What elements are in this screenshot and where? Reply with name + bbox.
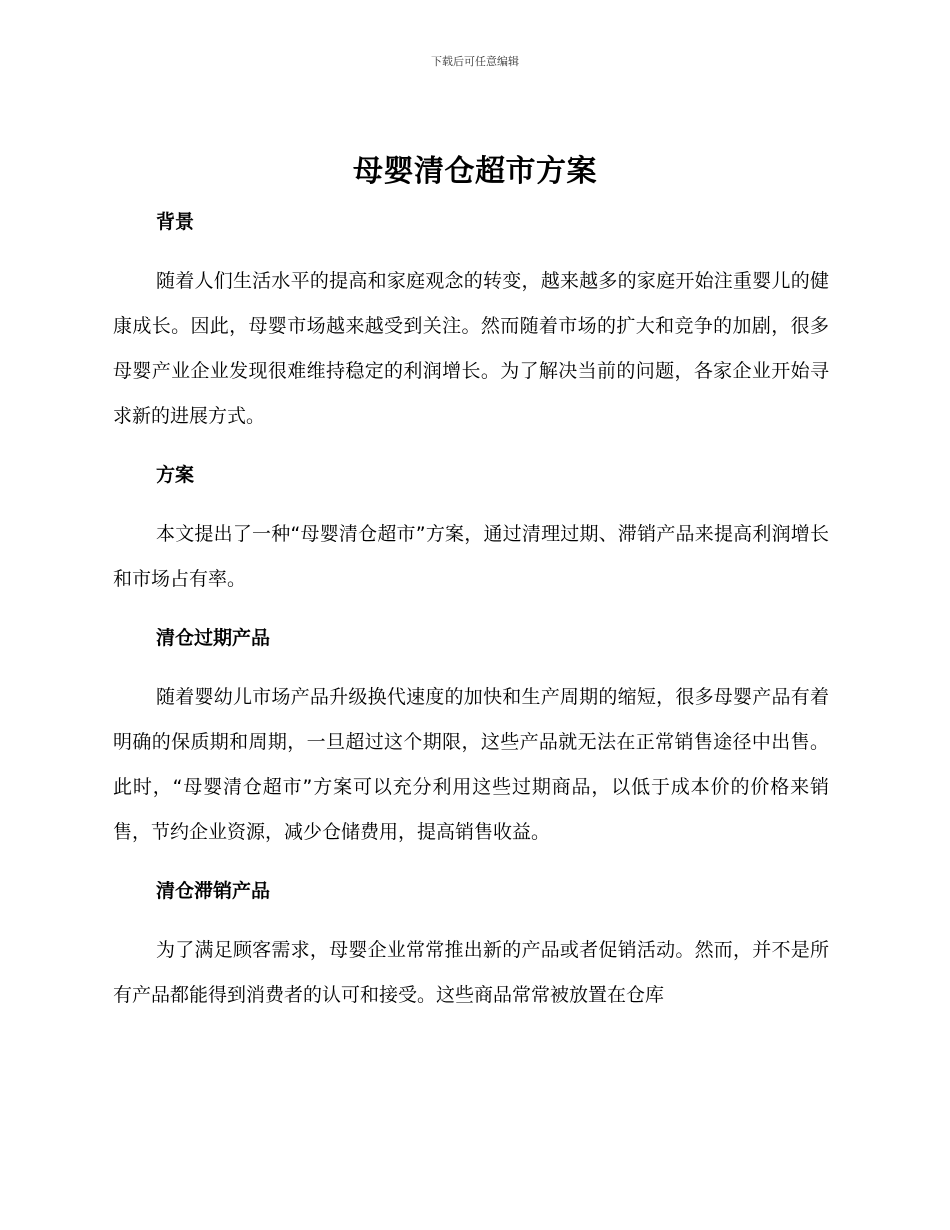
- section-paragraph: 为了满足顾客需求，母婴企业常常推出新的产品或者促销活动。然而，并不是所有产品都能得到消费者的认可和接受。这些商品常常被放置在仓库: [113, 939, 829, 1006]
- section-heading: 清仓过期产品: [156, 627, 271, 649]
- document-body: [113, 200, 829, 1018]
- section-expired-products: [113, 616, 829, 855]
- section-plan: [113, 453, 829, 602]
- section-heading: 清仓滞销产品: [156, 880, 271, 902]
- document-title: 母婴清仓超市方案: [353, 154, 597, 189]
- section-unsold-products: [113, 869, 829, 1018]
- page-header: 下载后可任意编辑: [431, 55, 519, 68]
- section-heading: 方案: [156, 464, 195, 486]
- section-paragraph: 随着人们生活水平的提高和家庭观念的转变，越来越多的家庭开始注重婴儿的健康成长。因此，母婴市场越来越受到关注。然而随着市场的扩大和竞争的加剧，很多母婴产业企业发现很难维持稳定的利润增长。为了解决当前的问题，各家企业开始寻求新的进展方式。: [113, 270, 829, 427]
- section-paragraph: 本文提出了一种“母婴清仓超市”方案，通过清理过期、滞销产品来提高利润增长和市场占有率。: [113, 523, 829, 590]
- section-paragraph: 随着婴幼儿市场产品升级换代速度的加快和生产周期的缩短，很多母婴产品有着明确的保质期和周期，一旦超过这个期限，这些产品就无法在正常销售途径中出售。此时，“母婴清仓超市”方案可以充分利用这些过期商品，以低于成本价的价格来销售，节约企业资源，减少仓储费用，提高销售收益。: [113, 686, 829, 843]
- section-background: [113, 200, 829, 439]
- section-heading: 背景: [156, 211, 195, 233]
